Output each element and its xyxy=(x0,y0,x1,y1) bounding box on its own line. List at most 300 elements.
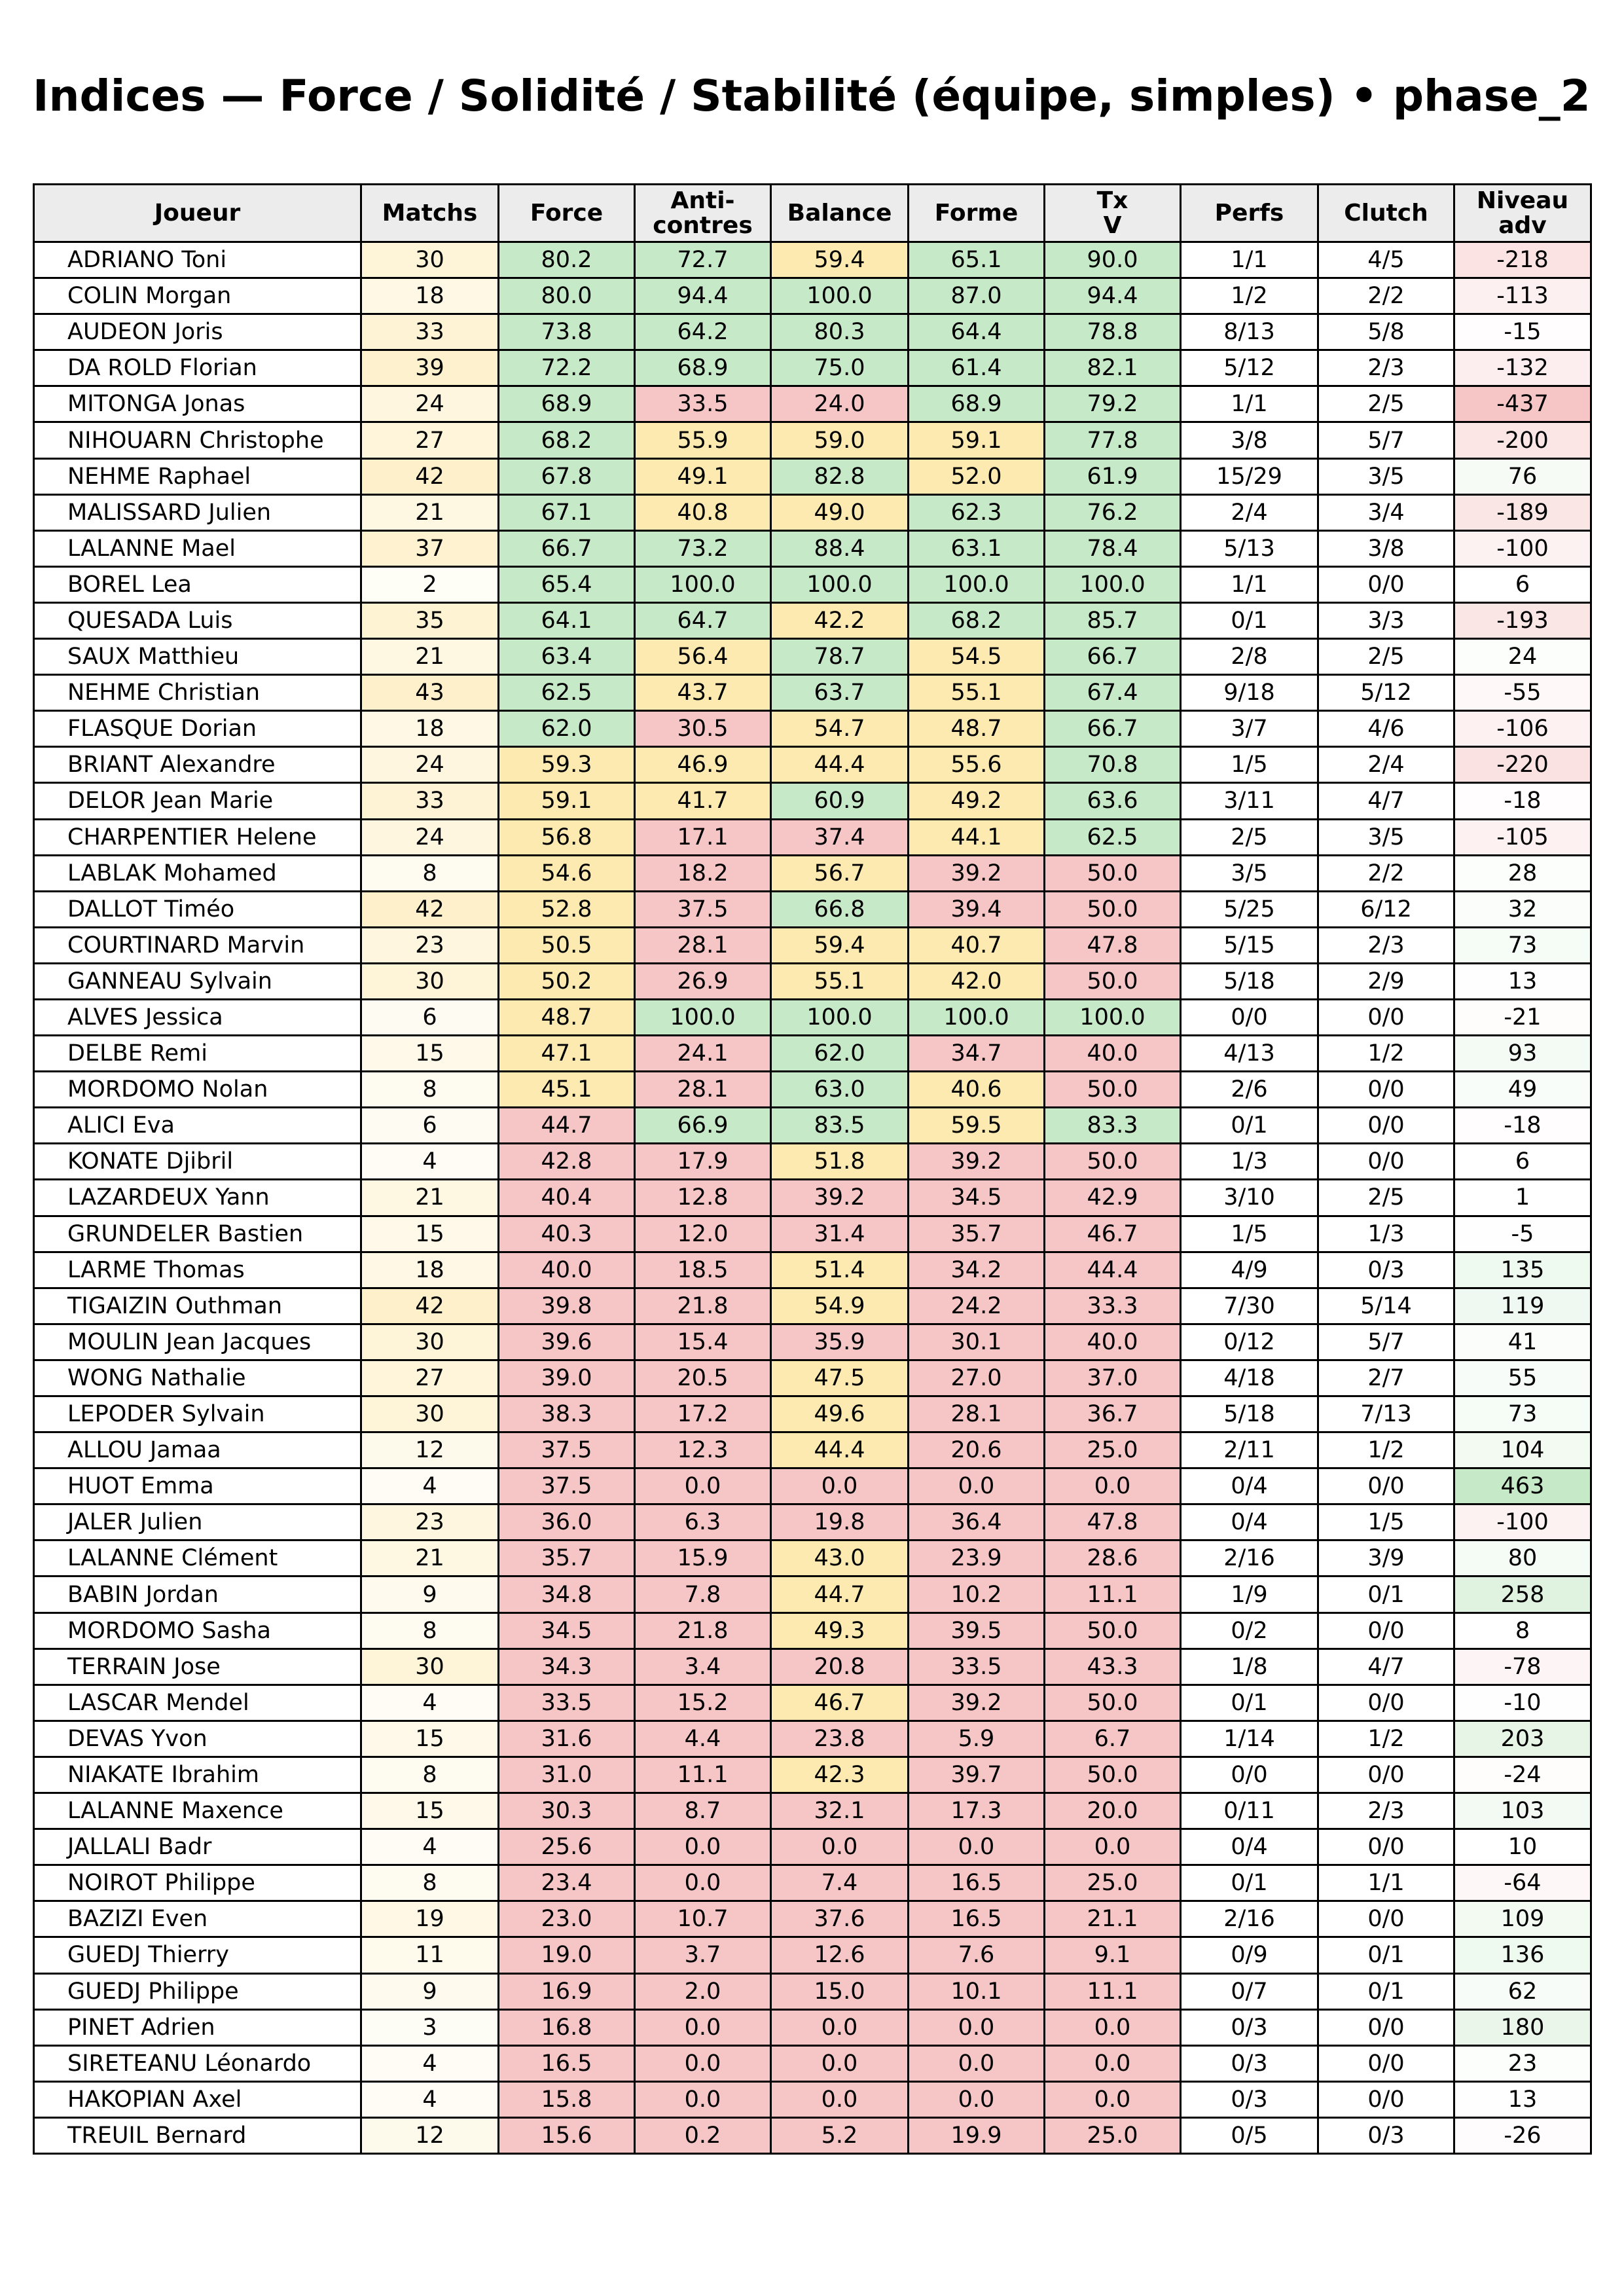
balance-cell: 54.7 xyxy=(771,711,909,747)
force-cell: 15.6 xyxy=(499,2117,635,2153)
perfs-cell: 2/11 xyxy=(1181,1432,1318,1468)
txv-cell: 0.0 xyxy=(1045,2081,1181,2117)
matchs-cell: 12 xyxy=(361,2117,499,2153)
perfs-cell: 4/18 xyxy=(1181,1360,1318,1396)
anticontres-cell: 72.7 xyxy=(635,242,771,278)
balance-cell: 20.8 xyxy=(771,1649,909,1685)
niveau-cell: -64 xyxy=(1454,1865,1591,1901)
player-name-cell: LABLAK Mohamed xyxy=(34,855,361,891)
txv-cell: 43.3 xyxy=(1045,1649,1181,1685)
balance-cell: 32.1 xyxy=(771,1793,909,1829)
matchs-cell: 33 xyxy=(361,783,499,819)
table-row xyxy=(34,314,1591,350)
force-cell: 47.1 xyxy=(499,1036,635,1072)
txv-cell: 100.0 xyxy=(1045,566,1181,602)
balance-cell: 59.4 xyxy=(771,927,909,963)
column-header-niveau xyxy=(1454,185,1591,242)
niveau-cell: 13 xyxy=(1454,2081,1591,2117)
clutch-cell: 0/0 xyxy=(1318,2045,1454,2081)
anticontres-cell: 12.3 xyxy=(635,1432,771,1468)
table-row xyxy=(34,458,1591,494)
clutch-cell: 0/0 xyxy=(1318,1901,1454,1937)
perfs-cell: 0/3 xyxy=(1181,2009,1318,2045)
forme-cell: 68.9 xyxy=(909,386,1045,422)
balance-cell: 51.8 xyxy=(771,1144,909,1180)
balance-cell: 0.0 xyxy=(771,1468,909,1504)
balance-cell: 55.1 xyxy=(771,963,909,999)
balance-cell: 59.0 xyxy=(771,422,909,458)
clutch-cell: 0/0 xyxy=(1318,999,1454,1035)
table-row xyxy=(34,1072,1591,1108)
txv-cell: 9.1 xyxy=(1045,1937,1181,1973)
clutch-cell: 0/0 xyxy=(1318,1144,1454,1180)
balance-cell: 47.5 xyxy=(771,1360,909,1396)
forme-cell: 34.5 xyxy=(909,1180,1045,1216)
balance-cell: 24.0 xyxy=(771,386,909,422)
forme-cell: 39.2 xyxy=(909,1144,1045,1180)
niveau-cell: 1 xyxy=(1454,1180,1591,1216)
player-name-cell: LALANNE Maxence xyxy=(34,1793,361,1829)
balance-cell: 7.4 xyxy=(771,1865,909,1901)
clutch-cell: 2/5 xyxy=(1318,639,1454,675)
player-name-cell: BRIANT Alexandre xyxy=(34,747,361,783)
clutch-cell: 2/9 xyxy=(1318,963,1454,999)
txv-cell: 79.2 xyxy=(1045,386,1181,422)
anticontres-cell: 10.7 xyxy=(635,1901,771,1937)
matchs-cell: 24 xyxy=(361,819,499,855)
perfs-cell: 1/5 xyxy=(1181,1216,1318,1252)
txv-cell: 63.6 xyxy=(1045,783,1181,819)
niveau-cell: -189 xyxy=(1454,494,1591,530)
perfs-cell: 7/30 xyxy=(1181,1288,1318,1324)
balance-cell: 12.6 xyxy=(771,1937,909,1973)
niveau-cell: -218 xyxy=(1454,242,1591,278)
niveau-cell: 103 xyxy=(1454,1793,1591,1829)
player-name-cell: GUEDJ Thierry xyxy=(34,1937,361,1973)
table-row xyxy=(34,278,1591,314)
niveau-cell: 23 xyxy=(1454,2045,1591,2081)
clutch-cell: 0/0 xyxy=(1318,1829,1454,1865)
table-row xyxy=(34,1144,1591,1180)
column-header-perfs xyxy=(1181,185,1318,242)
balance-cell: 82.8 xyxy=(771,458,909,494)
column-header-label: Perfs xyxy=(1214,199,1284,227)
anticontres-cell: 28.1 xyxy=(635,927,771,963)
forme-cell: 10.2 xyxy=(909,1576,1045,1613)
balance-cell: 63.7 xyxy=(771,675,909,711)
forme-cell: 63.1 xyxy=(909,530,1045,566)
force-cell: 72.2 xyxy=(499,350,635,386)
perfs-cell: 2/4 xyxy=(1181,494,1318,530)
anticontres-cell: 64.2 xyxy=(635,314,771,350)
clutch-cell: 1/5 xyxy=(1318,1504,1454,1540)
player-name-cell: LALANNE Clément xyxy=(34,1540,361,1576)
txv-cell: 50.0 xyxy=(1045,1685,1181,1721)
column-header-label: Tx xyxy=(1096,187,1128,214)
perfs-cell: 4/13 xyxy=(1181,1036,1318,1072)
anticontres-cell: 15.2 xyxy=(635,1685,771,1721)
niveau-cell: -10 xyxy=(1454,1685,1591,1721)
matchs-cell: 24 xyxy=(361,747,499,783)
forme-cell: 100.0 xyxy=(909,999,1045,1035)
table-row xyxy=(34,1937,1591,1973)
table-row xyxy=(34,530,1591,566)
balance-cell: 0.0 xyxy=(771,2081,909,2117)
player-name-cell: BABIN Jordan xyxy=(34,1576,361,1613)
anticontres-cell: 2.0 xyxy=(635,1973,771,2009)
table-row xyxy=(34,1108,1591,1144)
niveau-cell: 136 xyxy=(1454,1937,1591,1973)
player-name-cell: GUEDJ Philippe xyxy=(34,1973,361,2009)
forme-cell: 30.1 xyxy=(909,1324,1045,1360)
matchs-cell: 21 xyxy=(361,494,499,530)
anticontres-cell: 11.1 xyxy=(635,1757,771,1793)
anticontres-cell: 43.7 xyxy=(635,675,771,711)
force-cell: 40.3 xyxy=(499,1216,635,1252)
clutch-cell: 0/0 xyxy=(1318,1108,1454,1144)
txv-cell: 67.4 xyxy=(1045,675,1181,711)
table-row xyxy=(34,1324,1591,1360)
balance-cell: 62.0 xyxy=(771,1036,909,1072)
niveau-cell: -200 xyxy=(1454,422,1591,458)
clutch-cell: 0/1 xyxy=(1318,1576,1454,1613)
txv-cell: 11.1 xyxy=(1045,1973,1181,2009)
force-cell: 23.0 xyxy=(499,1901,635,1937)
table-row xyxy=(34,566,1591,602)
matchs-cell: 21 xyxy=(361,639,499,675)
anticontres-cell: 64.7 xyxy=(635,602,771,638)
force-cell: 62.5 xyxy=(499,675,635,711)
matchs-cell: 43 xyxy=(361,675,499,711)
matchs-cell: 42 xyxy=(361,1288,499,1324)
forme-cell: 68.2 xyxy=(909,602,1045,638)
matchs-cell: 6 xyxy=(361,999,499,1035)
player-name-cell: WONG Nathalie xyxy=(34,1360,361,1396)
niveau-cell: 93 xyxy=(1454,1036,1591,1072)
txv-cell: 70.8 xyxy=(1045,747,1181,783)
balance-cell: 51.4 xyxy=(771,1252,909,1288)
perfs-cell: 1/8 xyxy=(1181,1649,1318,1685)
player-name-cell: COURTINARD Marvin xyxy=(34,927,361,963)
matchs-cell: 30 xyxy=(361,963,499,999)
player-name-cell: NIAKATE Ibrahim xyxy=(34,1757,361,1793)
niveau-cell: 135 xyxy=(1454,1252,1591,1288)
anticontres-cell: 12.8 xyxy=(635,1180,771,1216)
force-cell: 45.1 xyxy=(499,1072,635,1108)
balance-cell: 15.0 xyxy=(771,1973,909,2009)
clutch-cell: 3/9 xyxy=(1318,1540,1454,1576)
balance-cell: 37.6 xyxy=(771,1901,909,1937)
matchs-cell: 23 xyxy=(361,927,499,963)
force-cell: 37.5 xyxy=(499,1432,635,1468)
column-header-label: Clutch xyxy=(1344,199,1428,227)
forme-cell: 100.0 xyxy=(909,566,1045,602)
balance-cell: 54.9 xyxy=(771,1288,909,1324)
table-row xyxy=(34,1685,1591,1721)
matchs-cell: 23 xyxy=(361,1504,499,1540)
perfs-cell: 5/12 xyxy=(1181,350,1318,386)
table-row xyxy=(34,1793,1591,1829)
clutch-cell: 2/3 xyxy=(1318,927,1454,963)
column-header-label: Matchs xyxy=(382,199,478,227)
clutch-cell: 1/2 xyxy=(1318,1036,1454,1072)
niveau-cell: 24 xyxy=(1454,639,1591,675)
perfs-cell: 1/5 xyxy=(1181,747,1318,783)
player-name-cell: LAZARDEUX Yann xyxy=(34,1180,361,1216)
txv-cell: 28.6 xyxy=(1045,1540,1181,1576)
table-row xyxy=(34,1396,1591,1432)
perfs-cell: 3/7 xyxy=(1181,711,1318,747)
player-name-cell: ADRIANO Toni xyxy=(34,242,361,278)
player-name-cell: PINET Adrien xyxy=(34,2009,361,2045)
niveau-cell: 80 xyxy=(1454,1540,1591,1576)
matchs-cell: 27 xyxy=(361,1360,499,1396)
balance-cell: 37.4 xyxy=(771,819,909,855)
matchs-cell: 30 xyxy=(361,1396,499,1432)
table-row xyxy=(34,963,1591,999)
perfs-cell: 5/25 xyxy=(1181,891,1318,927)
player-name-cell: DELOR Jean Marie xyxy=(34,783,361,819)
clutch-cell: 1/2 xyxy=(1318,1721,1454,1757)
perfs-cell: 0/1 xyxy=(1181,1108,1318,1144)
clutch-cell: 0/0 xyxy=(1318,2081,1454,2117)
column-header-label: Joueur xyxy=(154,199,241,227)
column-header-balance xyxy=(771,185,909,242)
perfs-cell: 0/0 xyxy=(1181,999,1318,1035)
player-name-cell: DEVAS Yvon xyxy=(34,1721,361,1757)
niveau-cell: -5 xyxy=(1454,1216,1591,1252)
page-title: Indices — Force / Solidité / Stabilité (équipe, simples) • phase_2 xyxy=(33,71,1591,121)
force-cell: 23.4 xyxy=(499,1865,635,1901)
perfs-cell: 3/10 xyxy=(1181,1180,1318,1216)
clutch-cell: 4/7 xyxy=(1318,783,1454,819)
matchs-cell: 30 xyxy=(361,1649,499,1685)
table-row xyxy=(34,1288,1591,1324)
txv-cell: 50.0 xyxy=(1045,963,1181,999)
anticontres-cell: 100.0 xyxy=(635,566,771,602)
force-cell: 40.0 xyxy=(499,1252,635,1288)
table-row xyxy=(34,891,1591,927)
clutch-cell: 5/12 xyxy=(1318,675,1454,711)
clutch-cell: 2/5 xyxy=(1318,1180,1454,1216)
player-name-cell: NIHOUARN Christophe xyxy=(34,422,361,458)
perfs-cell: 0/12 xyxy=(1181,1324,1318,1360)
matchs-cell: 4 xyxy=(361,1829,499,1865)
player-name-cell: NOIROT Philippe xyxy=(34,1865,361,1901)
forme-cell: 27.0 xyxy=(909,1360,1045,1396)
player-name-cell: MORDOMO Nolan xyxy=(34,1072,361,1108)
table-row xyxy=(34,1576,1591,1613)
txv-cell: 78.4 xyxy=(1045,530,1181,566)
perfs-cell: 1/3 xyxy=(1181,1144,1318,1180)
txv-cell: 0.0 xyxy=(1045,2009,1181,2045)
force-cell: 39.8 xyxy=(499,1288,635,1324)
player-name-cell: DA ROLD Florian xyxy=(34,350,361,386)
perfs-cell: 0/1 xyxy=(1181,1685,1318,1721)
clutch-cell: 0/3 xyxy=(1318,2117,1454,2153)
clutch-cell: 3/3 xyxy=(1318,602,1454,638)
forme-cell: 59.5 xyxy=(909,1108,1045,1144)
clutch-cell: 5/14 xyxy=(1318,1288,1454,1324)
niveau-cell: -113 xyxy=(1454,278,1591,314)
header-row xyxy=(34,185,1591,242)
balance-cell: 43.0 xyxy=(771,1540,909,1576)
niveau-cell: 41 xyxy=(1454,1324,1591,1360)
column-header-label: Forme xyxy=(934,199,1019,227)
perfs-cell: 0/3 xyxy=(1181,2081,1318,2117)
force-cell: 50.2 xyxy=(499,963,635,999)
niveau-cell: -106 xyxy=(1454,711,1591,747)
txv-cell: 50.0 xyxy=(1045,1144,1181,1180)
force-cell: 37.5 xyxy=(499,1468,635,1504)
forme-cell: 55.6 xyxy=(909,747,1045,783)
anticontres-cell: 41.7 xyxy=(635,783,771,819)
txv-cell: 40.0 xyxy=(1045,1036,1181,1072)
clutch-cell: 2/4 xyxy=(1318,747,1454,783)
player-name-cell: MORDOMO Sasha xyxy=(34,1613,361,1649)
matchs-cell: 8 xyxy=(361,1757,499,1793)
anticontres-cell: 0.0 xyxy=(635,2045,771,2081)
forme-cell: 16.5 xyxy=(909,1865,1045,1901)
clutch-cell: 5/7 xyxy=(1318,422,1454,458)
forme-cell: 54.5 xyxy=(909,639,1045,675)
anticontres-cell: 17.2 xyxy=(635,1396,771,1432)
table-row xyxy=(34,747,1591,783)
balance-cell: 83.5 xyxy=(771,1108,909,1144)
force-cell: 15.8 xyxy=(499,2081,635,2117)
anticontres-cell: 26.9 xyxy=(635,963,771,999)
clutch-cell: 0/1 xyxy=(1318,1973,1454,2009)
matchs-cell: 2 xyxy=(361,566,499,602)
clutch-cell: 0/0 xyxy=(1318,1613,1454,1649)
perfs-cell: 0/11 xyxy=(1181,1793,1318,1829)
niveau-cell: 119 xyxy=(1454,1288,1591,1324)
matchs-cell: 18 xyxy=(361,1252,499,1288)
clutch-cell: 7/13 xyxy=(1318,1396,1454,1432)
txv-cell: 50.0 xyxy=(1045,1757,1181,1793)
perfs-cell: 1/1 xyxy=(1181,242,1318,278)
player-name-cell: MALISSARD Julien xyxy=(34,494,361,530)
clutch-cell: 5/7 xyxy=(1318,1324,1454,1360)
anticontres-cell: 8.7 xyxy=(635,1793,771,1829)
balance-cell: 66.8 xyxy=(771,891,909,927)
forme-cell: 59.1 xyxy=(909,422,1045,458)
column-header-label: Balance xyxy=(787,199,892,227)
txv-cell: 33.3 xyxy=(1045,1288,1181,1324)
perfs-cell: 1/14 xyxy=(1181,1721,1318,1757)
force-cell: 16.5 xyxy=(499,2045,635,2081)
anticontres-cell: 94.4 xyxy=(635,278,771,314)
clutch-cell: 2/2 xyxy=(1318,278,1454,314)
anticontres-cell: 0.0 xyxy=(635,2081,771,2117)
niveau-cell: 463 xyxy=(1454,1468,1591,1504)
force-cell: 64.1 xyxy=(499,602,635,638)
force-cell: 34.5 xyxy=(499,1613,635,1649)
perfs-cell: 5/18 xyxy=(1181,1396,1318,1432)
anticontres-cell: 18.2 xyxy=(635,855,771,891)
txv-cell: 94.4 xyxy=(1045,278,1181,314)
txv-cell: 82.1 xyxy=(1045,350,1181,386)
balance-cell: 5.2 xyxy=(771,2117,909,2153)
perfs-cell: 3/11 xyxy=(1181,783,1318,819)
clutch-cell: 0/0 xyxy=(1318,1468,1454,1504)
balance-cell: 0.0 xyxy=(771,2045,909,2081)
balance-cell: 100.0 xyxy=(771,999,909,1035)
niveau-cell: 10 xyxy=(1454,1829,1591,1865)
force-cell: 59.1 xyxy=(499,783,635,819)
table-row xyxy=(34,2009,1591,2045)
forme-cell: 35.7 xyxy=(909,1216,1045,1252)
force-cell: 59.3 xyxy=(499,747,635,783)
matchs-cell: 42 xyxy=(361,891,499,927)
forme-cell: 87.0 xyxy=(909,278,1045,314)
perfs-cell: 1/1 xyxy=(1181,386,1318,422)
balance-cell: 49.3 xyxy=(771,1613,909,1649)
niveau-cell: 104 xyxy=(1454,1432,1591,1468)
balance-cell: 39.2 xyxy=(771,1180,909,1216)
txv-cell: 20.0 xyxy=(1045,1793,1181,1829)
niveau-cell: 109 xyxy=(1454,1901,1591,1937)
perfs-cell: 0/2 xyxy=(1181,1613,1318,1649)
force-cell: 38.3 xyxy=(499,1396,635,1432)
balance-cell: 0.0 xyxy=(771,1829,909,1865)
clutch-cell: 0/0 xyxy=(1318,566,1454,602)
txv-cell: 21.1 xyxy=(1045,1901,1181,1937)
perfs-cell: 0/7 xyxy=(1181,1973,1318,2009)
niveau-cell: -105 xyxy=(1454,819,1591,855)
txv-cell: 0.0 xyxy=(1045,2045,1181,2081)
anticontres-cell: 6.3 xyxy=(635,1504,771,1540)
matchs-cell: 6 xyxy=(361,1108,499,1144)
force-cell: 16.9 xyxy=(499,1973,635,2009)
table-row xyxy=(34,855,1591,891)
niveau-cell: 76 xyxy=(1454,458,1591,494)
txv-cell: 100.0 xyxy=(1045,999,1181,1035)
force-cell: 44.7 xyxy=(499,1108,635,1144)
perfs-cell: 2/8 xyxy=(1181,639,1318,675)
txv-cell: 90.0 xyxy=(1045,242,1181,278)
perfs-cell: 0/4 xyxy=(1181,1468,1318,1504)
perfs-cell: 2/16 xyxy=(1181,1540,1318,1576)
niveau-cell: -26 xyxy=(1454,2117,1591,2153)
force-cell: 80.2 xyxy=(499,242,635,278)
niveau-cell: -55 xyxy=(1454,675,1591,711)
txv-cell: 36.7 xyxy=(1045,1396,1181,1432)
perfs-cell: 0/4 xyxy=(1181,1504,1318,1540)
force-cell: 65.4 xyxy=(499,566,635,602)
forme-cell: 0.0 xyxy=(909,2009,1045,2045)
matchs-cell: 12 xyxy=(361,1432,499,1468)
balance-cell: 42.3 xyxy=(771,1757,909,1793)
clutch-cell: 5/8 xyxy=(1318,314,1454,350)
force-cell: 40.4 xyxy=(499,1180,635,1216)
clutch-cell: 0/1 xyxy=(1318,1937,1454,1973)
player-name-cell: JALER Julien xyxy=(34,1504,361,1540)
balance-cell: 88.4 xyxy=(771,530,909,566)
anticontres-cell: 73.2 xyxy=(635,530,771,566)
niveau-cell: 13 xyxy=(1454,963,1591,999)
perfs-cell: 5/18 xyxy=(1181,963,1318,999)
matchs-cell: 3 xyxy=(361,2009,499,2045)
column-header-label: contres xyxy=(653,211,753,239)
anticontres-cell: 20.5 xyxy=(635,1360,771,1396)
txv-cell: 85.7 xyxy=(1045,602,1181,638)
force-cell: 66.7 xyxy=(499,530,635,566)
clutch-cell: 4/5 xyxy=(1318,242,1454,278)
matchs-cell: 24 xyxy=(361,386,499,422)
anticontres-cell: 24.1 xyxy=(635,1036,771,1072)
matchs-cell: 11 xyxy=(361,1937,499,1973)
